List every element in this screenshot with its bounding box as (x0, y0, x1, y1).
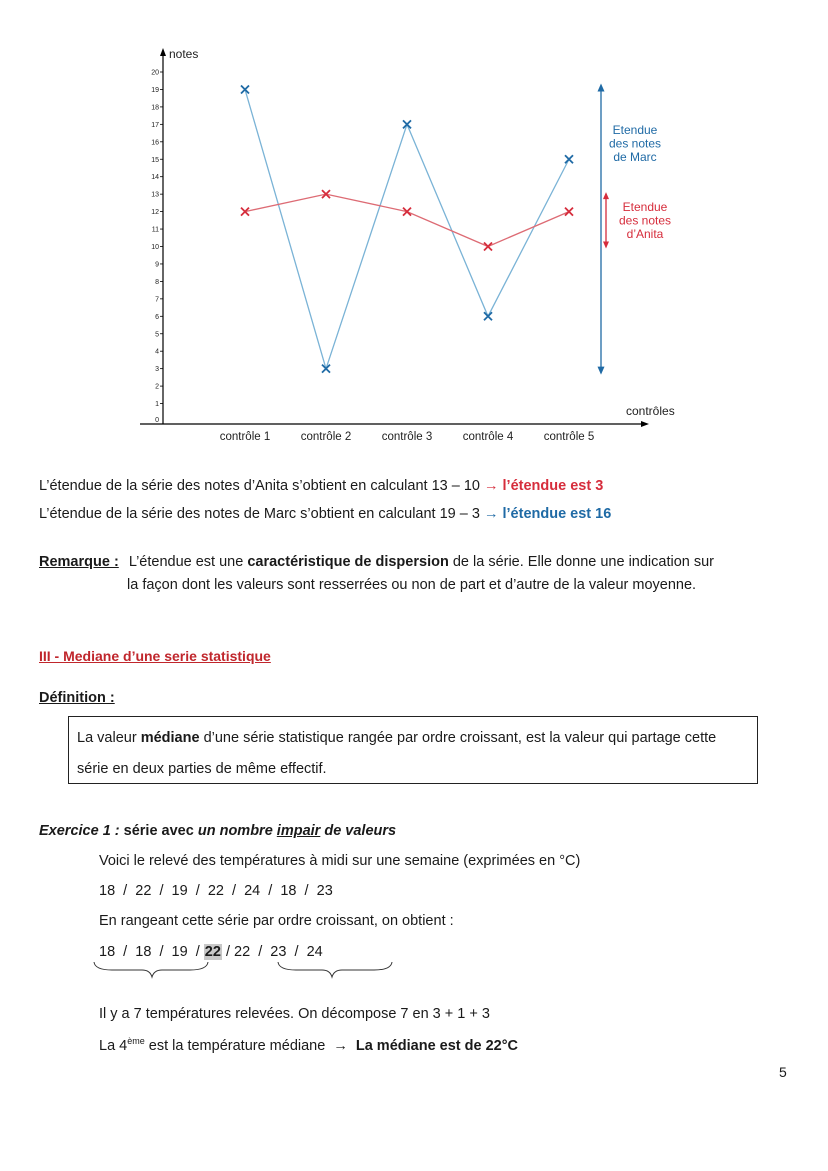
arrow-icon: → (333, 1037, 348, 1054)
point-marker-marc (322, 365, 330, 373)
definition-line-2: série en deux parties de même effectif. (77, 761, 327, 777)
point-marker-marc (484, 312, 492, 320)
y-tick-label: 0 (155, 417, 159, 424)
y-tick-label: 8 (155, 278, 159, 286)
point-marker-anita (565, 208, 573, 216)
remarque-line-1: Remarque : L’étendue est une caractéristique de dispersion de la série. Elle donne une indication sur (39, 554, 715, 570)
y-tick-label: 10 (151, 244, 159, 251)
marc-range-label: Etendue (612, 123, 658, 137)
remarque-line-2: la façon dont les valeurs sont resserrées ou non de part et d’autre de la valeur moyenne. (127, 577, 697, 593)
series-line-anita (245, 194, 569, 246)
sorted-series: 18 / 18 / 19 / 22 / 22 / 23 / 24 (99, 944, 323, 960)
decomposition-text: Il y a 7 températures relevées. On décompose 7 en 3 + 1 + 3 (99, 1006, 490, 1022)
y-tick-label: 6 (155, 313, 159, 321)
y-tick-label: 19 (151, 86, 159, 94)
sorted-left: 18 / 18 / 19 (99, 944, 188, 960)
x-tick-label: contrôle 3 (381, 431, 433, 443)
x-tick-label: contrôle 2 (300, 431, 352, 443)
chart-annotations (598, 83, 672, 374)
y-tick-label: 14 (151, 174, 159, 182)
sorted-right: 22 / 23 / 24 (234, 944, 323, 960)
y-axis-arrow-icon (160, 48, 166, 56)
arrow-down-icon (598, 367, 605, 375)
y-axis-ticks (151, 70, 594, 444)
y-tick-label: 20 (151, 69, 159, 77)
y-tick-label: 5 (155, 331, 159, 339)
releve-text: Voici le relevé des températures à midi sur une semaine (exprimées en °C) (99, 853, 581, 869)
anita-range-label: d’Anita (626, 227, 664, 241)
left-brace (94, 962, 208, 977)
x-axis-arrow-icon (641, 421, 649, 427)
mediane-conclusion: La 4ème est la température médiane → La médiane est de 22°C (99, 1036, 519, 1054)
y-tick-label: 16 (151, 139, 159, 147)
right-brace (278, 962, 392, 977)
marc-range-sentence: L’étendue de la série des notes de Marc s’obtient en calculant 19 – 3 → l’étendue est 16 (39, 506, 612, 522)
page-number: 5 (779, 1064, 787, 1080)
y-tick-label: 18 (151, 104, 159, 112)
point-marker-anita (484, 243, 492, 251)
anita-range-sentence: L’étendue de la série des notes d’Anita s’obtient en calculant 13 – 10 → l’étendue est 3 (39, 478, 604, 494)
arrow-icon: → (484, 478, 499, 494)
anita-range-label: Etendue (622, 200, 668, 214)
chart-axes (140, 47, 675, 427)
y-tick-label: 9 (155, 261, 159, 269)
definition-label: Définition : (39, 690, 115, 706)
y-tick-label: 13 (151, 191, 159, 199)
arrow-up-icon (598, 83, 605, 91)
y-tick-label: 7 (155, 296, 159, 304)
anita-range-label: des notes (618, 213, 672, 228)
arrow-up-icon (603, 192, 609, 199)
y-tick-label: 4 (155, 348, 159, 356)
rangeant-text: En rangeant cette série par ordre croissant, on obtient : (99, 913, 454, 929)
y-axis-label: notes (169, 47, 199, 61)
y-tick-label: 12 (151, 209, 159, 217)
arrow-icon: → (483, 506, 499, 522)
series-line-marc (245, 89, 569, 368)
section-title: III - Mediane d’une serie statistique (39, 648, 271, 664)
y-tick-label: 2 (155, 383, 159, 391)
point-marker-marc (403, 120, 411, 128)
marc-range-label: de Marc (613, 150, 657, 164)
chart-series (241, 85, 573, 372)
definition-box (68, 716, 758, 784)
group-braces (90, 960, 400, 982)
point-marker-marc (565, 155, 573, 163)
marc-range-label: des notes (608, 136, 662, 151)
x-tick-label: contrôle 4 (462, 431, 514, 443)
x-axis-label: contrôles (626, 404, 675, 418)
y-tick-label: 1 (155, 401, 159, 409)
point-marker-marc (241, 85, 249, 93)
exercice-title: Exercice 1 : série avec un nombre impair de valeurs (39, 823, 397, 839)
arrow-down-icon (603, 242, 609, 249)
y-tick-label: 17 (151, 121, 159, 129)
definition-line-1: La valeur médiane d’une série statistique rangée par ordre croissant, est la valeur qui partage cette (77, 730, 717, 746)
y-tick-label: 3 (155, 366, 159, 374)
x-tick-label: contrôle 5 (543, 431, 595, 443)
x-tick-label: contrôle 1 (219, 431, 271, 443)
median-value: 22 (204, 944, 221, 960)
y-tick-label: 15 (151, 156, 159, 164)
y-tick-label: 11 (151, 226, 159, 234)
serie-values: 18 / 22 / 19 / 22 / 24 / 18 / 23 (99, 883, 333, 899)
remarque-label: Remarque : (39, 554, 119, 570)
line-chart (0, 0, 828, 450)
